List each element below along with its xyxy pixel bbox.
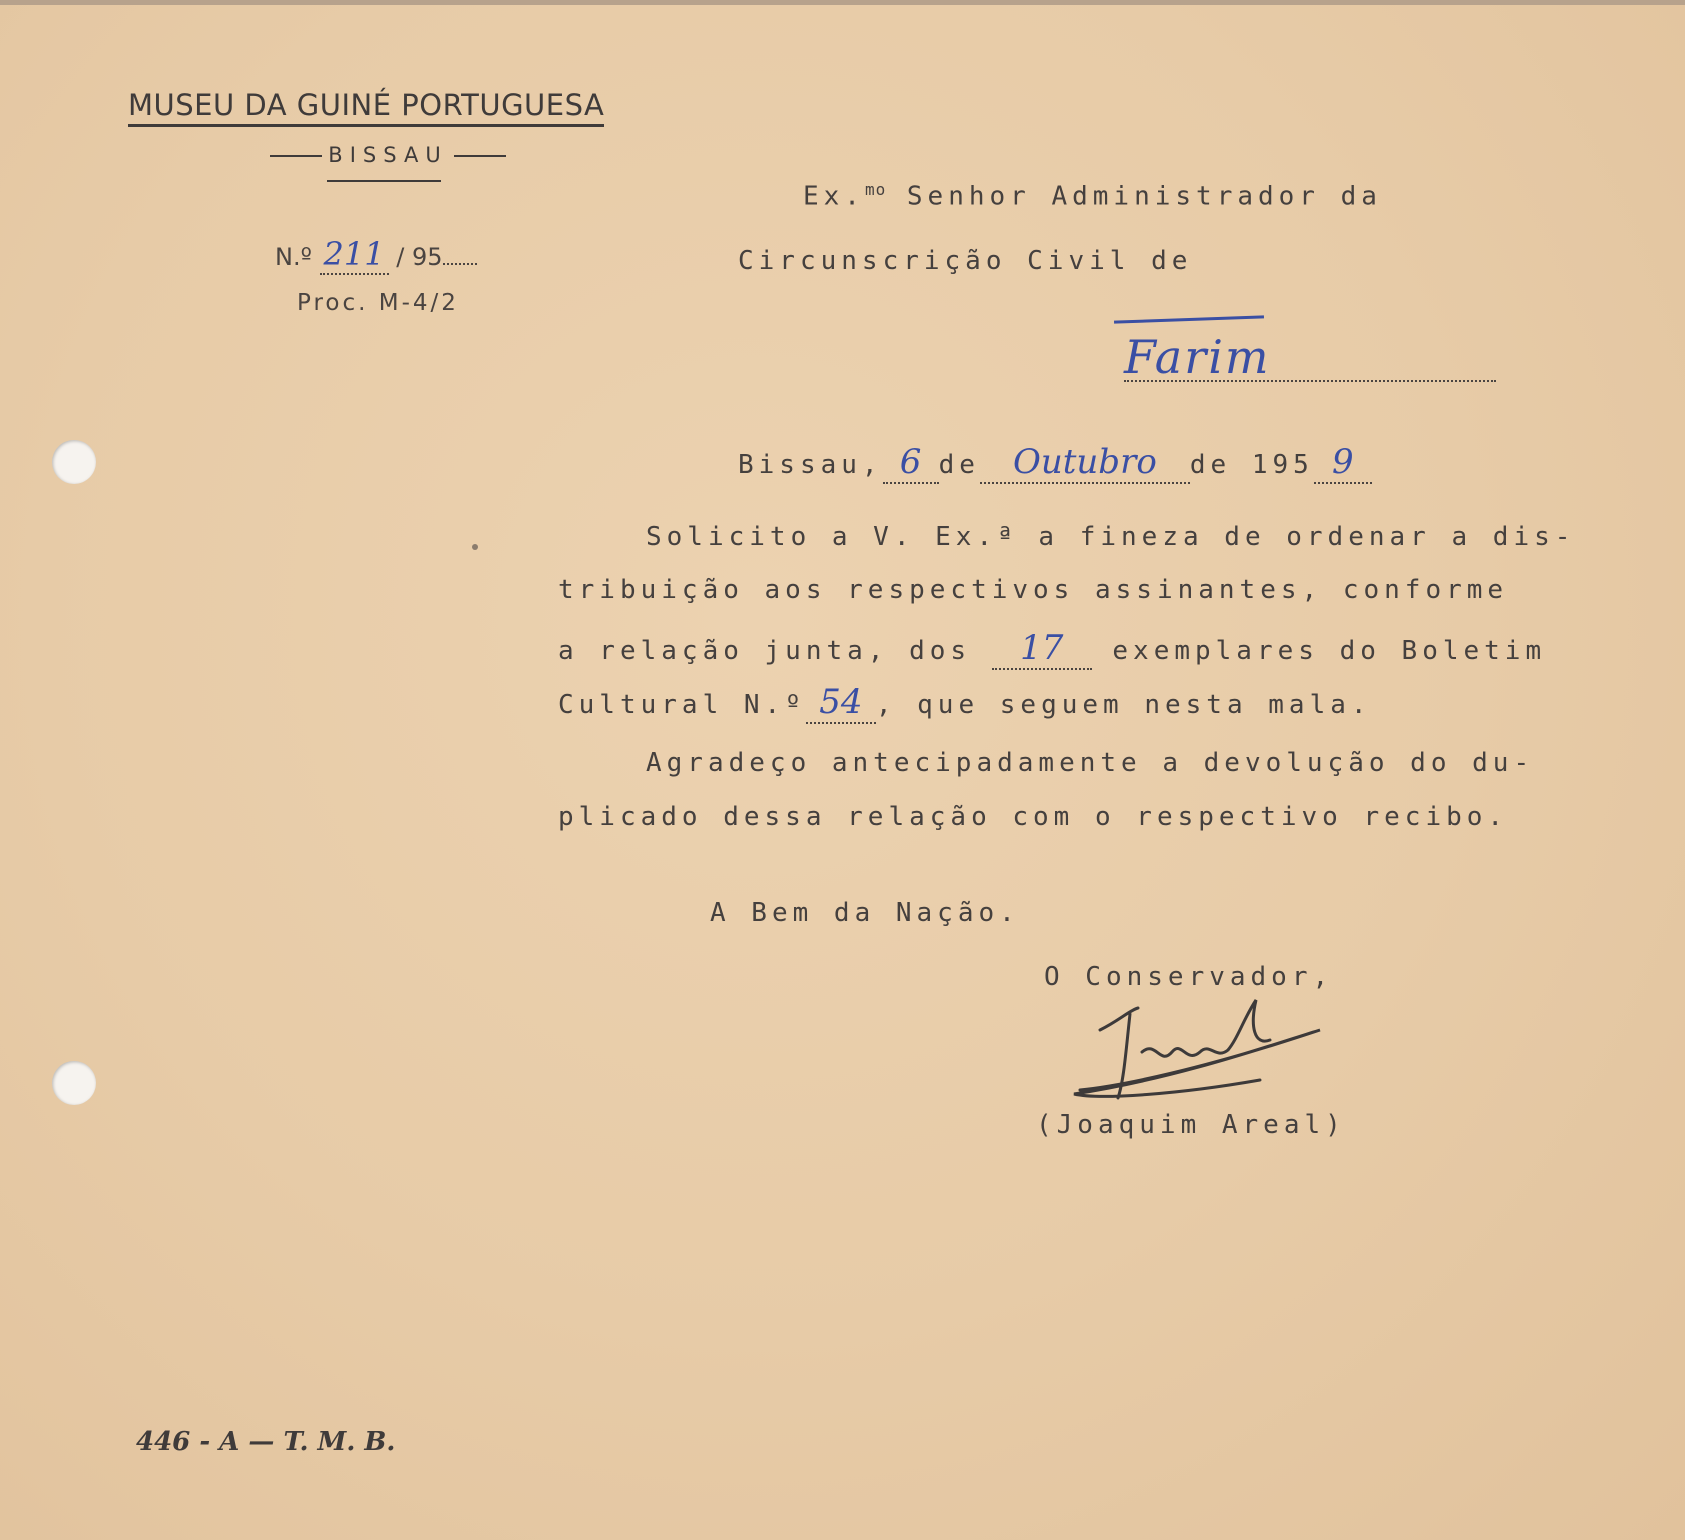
dash-left [270, 155, 322, 157]
date-de-1: de [938, 450, 980, 480]
handwritten-signature [1060, 990, 1360, 1120]
date-month-blank [980, 442, 1190, 484]
process-reference: Proc. M-4/2 [297, 290, 459, 316]
date-de-2: de [1189, 450, 1232, 480]
letterhead [128, 88, 648, 182]
reference-number [275, 235, 477, 273]
date-year-blank [1314, 442, 1372, 484]
body-paragraph-1-line-2: tribuição aos respectivos assinantes, conforme [558, 575, 1509, 605]
line3-start: a relação junta, dos [558, 636, 992, 666]
date-line [738, 442, 1372, 484]
number-handwritten: 211 [320, 235, 389, 275]
recipient-title-superscript: mo [864, 180, 887, 199]
punch-hole-top [52, 440, 96, 484]
body-paragraph-2-line-2: plicado dessa relação com o respectivo recibo. [558, 802, 1509, 832]
number-label: N.º [275, 243, 312, 271]
place-dotted-line [1124, 380, 1496, 382]
line4-end: , que seguem nesta mala. [875, 690, 1372, 720]
punch-hole-bottom [52, 1061, 96, 1105]
body-paragraph-1-line-4 [558, 682, 1372, 724]
body-paragraph-2-line-1: Agradeço antecipadamente a devolução do du- [646, 748, 1535, 778]
signatory-name: (Joaquim Areal) [1036, 1110, 1346, 1140]
number-dots [443, 263, 477, 265]
date-city: Bissau, [738, 450, 883, 480]
city-name: BISSAU [328, 143, 448, 167]
date-month: Outubro [1012, 442, 1157, 482]
line3-end: exemplares do Boletim [1091, 636, 1547, 666]
line4-start: Cultural N.º [558, 690, 806, 720]
recipient-title-prefix: Ex. [803, 181, 865, 212]
date-year-digit: 9 [1332, 442, 1354, 482]
body-paragraph-1-line-1: Solicito a V. Ex.ª a fineza de ordenar a dis- [646, 522, 1576, 552]
copies-blank [992, 628, 1092, 670]
recipient-line-2: Circunscrição Civil de [738, 246, 1193, 276]
date-year-prefix: 195 [1251, 450, 1314, 480]
bulletin-number-blank [806, 682, 876, 724]
place-handwritten-stroke [1114, 315, 1264, 323]
letterhead-city [128, 143, 648, 167]
date-day: 6 [899, 442, 922, 482]
signatory-title: O Conservador, [1044, 962, 1334, 992]
copies-handwritten: 17 [1020, 628, 1064, 668]
number-year: / 95 [396, 243, 443, 271]
institution-name: MUSEU DA GUINÉ PORTUGUESA [128, 88, 604, 127]
paper-speck [472, 544, 478, 550]
bulletin-number-handwritten: 54 [819, 682, 863, 722]
date-day-blank [883, 442, 939, 484]
body-paragraph-1-line-3 [558, 628, 1546, 670]
dash-right [454, 155, 506, 157]
recipient-title-rest: Senhor Administrador da [886, 181, 1382, 212]
letterhead-rule [327, 180, 441, 182]
printer-code: 446 - A — T. M. B. [136, 1427, 396, 1457]
closing-salutation: A Bem da Nação. [710, 898, 1020, 928]
recipient-line-1 [803, 180, 1382, 212]
place-handwritten: Farim [1124, 330, 1271, 384]
paper-edge [0, 0, 1685, 5]
